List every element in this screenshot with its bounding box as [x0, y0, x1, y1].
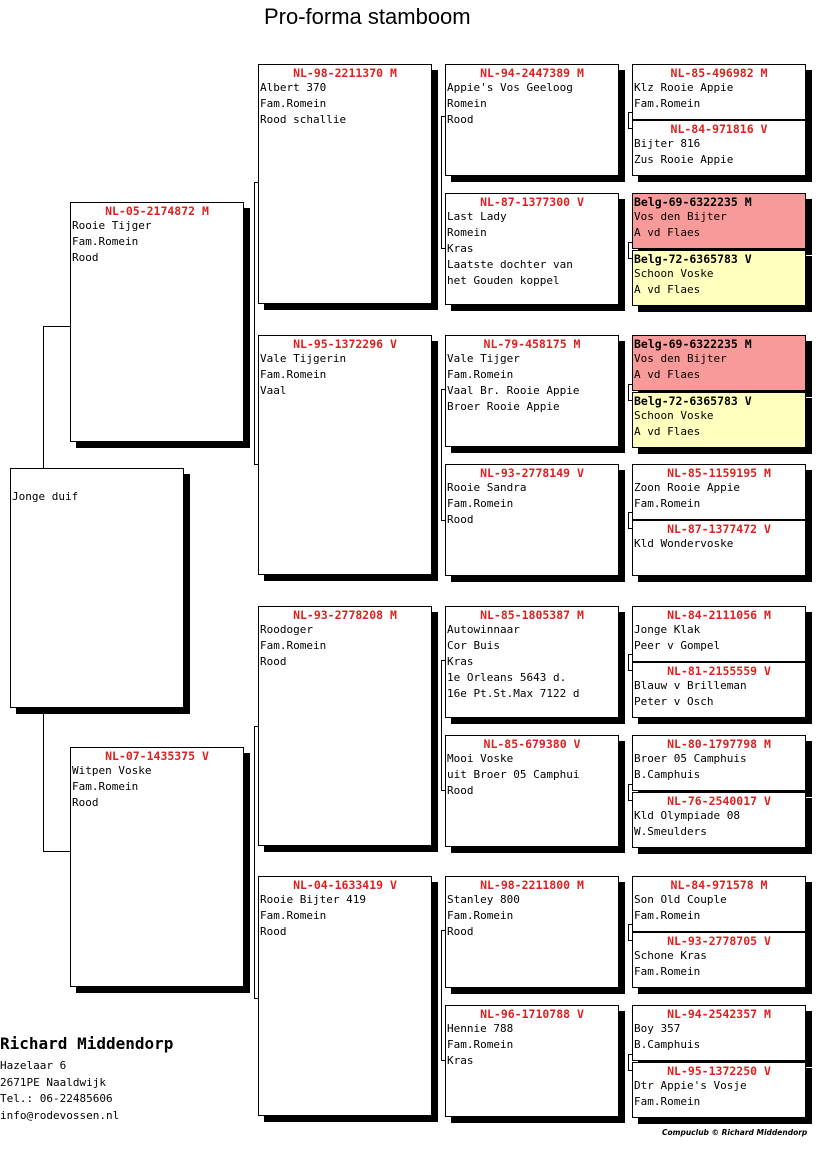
gg-grandparent-7-card [632, 464, 806, 520]
pigeon-info-line: Roodoger [260, 623, 313, 636]
ring-number: Belg-69-6322235 M [634, 337, 752, 351]
pigeon-info-line: Laatste dochter van [447, 258, 573, 271]
pigeon-info-line: Stanley 800 [447, 893, 520, 906]
ring-number: NL-84-2111056 M [667, 608, 771, 622]
gg-grandparent-12-card [632, 792, 806, 848]
gg-grandparent-10-card [632, 662, 806, 718]
connector-line [628, 512, 629, 528]
ring-number: Belg-72-6365783 V [634, 252, 752, 266]
connector-line [441, 930, 442, 1060]
ring-number: NL-93-2778705 V [667, 934, 771, 948]
pigeon-info-line: Hennie 788 [447, 1022, 514, 1035]
gg-grandparent-3-card [632, 193, 806, 249]
gg-grandparent-5-card [632, 335, 806, 391]
pigeon-info-line: Rood [447, 513, 474, 526]
pigeon-info-line: Fam.Romein [447, 1038, 514, 1051]
great-grandparent-4-card [445, 464, 619, 576]
gg-grandparent-2-card [632, 120, 806, 176]
grandparent-2-card [258, 335, 432, 575]
connector-line [628, 924, 629, 940]
connector-line [254, 182, 255, 464]
owner-address: Hazelaar 6 [0, 1059, 67, 1072]
ring-number: NL-85-1159195 M [667, 466, 771, 480]
owner-email: info@rodevossen.nl [0, 1108, 120, 1122]
pigeon-info-line: Romein [447, 226, 487, 239]
pigeon-info-line: Broer Rooie Appie [447, 400, 560, 413]
pigeon-info-line: Schoon Voske [634, 267, 714, 280]
pigeon-info-line: het Gouden koppel [447, 274, 560, 287]
gg-grandparent-4-card [632, 250, 806, 306]
great-grandparent-3-card [445, 335, 619, 447]
pigeon-info-line: uit Broer 05 Camphui [447, 768, 580, 781]
grandparent-4-card [258, 876, 432, 1116]
pigeon-info-line: Zus Rooie Appie [634, 153, 734, 166]
great-grandparent-5-card [445, 606, 619, 718]
pigeon-info-line: Fam.Romein [634, 909, 701, 922]
ring-number: NL-79-458175 M [483, 337, 581, 351]
pigeon-info-line: Klz Rooie Appie [634, 81, 734, 94]
connector-line [441, 660, 442, 790]
pigeon-info-line: Rood [447, 925, 474, 938]
ring-number: Belg-69-6322235 M [634, 195, 752, 209]
pigeon-info-line: Fam.Romein [447, 368, 514, 381]
connector-line [254, 726, 255, 998]
pigeon-info-line: 16e Pt.St.Max 7122 d [447, 687, 580, 700]
ring-number: NL-85-1805387 M [480, 608, 584, 622]
pigeon-info-line: Rooie Tijger [72, 219, 152, 232]
pigeon-info-line: Rood [72, 796, 99, 809]
ring-number: NL-05-2174872 M [105, 204, 209, 218]
pigeon-info-line: Fam.Romein [260, 639, 327, 652]
parent-2-card [70, 747, 244, 987]
pigeon-info-line: Vos den Bijter [634, 210, 727, 223]
pigeon-info-line: Autowinnaar [447, 623, 520, 636]
pigeon-info-line: Peer v Gompel [634, 639, 721, 652]
pigeon-info-line: Vaal [260, 384, 287, 397]
pigeon-info-line: Kld Olympiade 08 [634, 809, 740, 822]
ring-number: NL-95-1372296 V [293, 337, 397, 351]
gg-grandparent-14-card [632, 932, 806, 988]
pigeon-info-line: Rood schallie [260, 113, 347, 126]
parent-1-card [70, 202, 244, 442]
gg-grandparent-9-card [632, 606, 806, 662]
great-grandparent-2-card [445, 193, 619, 305]
pigeon-info-line: 1e Orleans 5643 d. [447, 671, 567, 684]
pigeon-info-line: Blauw v Brilleman [634, 679, 747, 692]
gg-grandparent-8-card [632, 520, 806, 576]
ring-number: NL-98-2211800 M [480, 878, 584, 892]
pigeon-info-line: Fam.Romein [260, 97, 327, 110]
gg-grandparent-1-card [632, 64, 806, 120]
pigeon-info-line: B.Camphuis [634, 1038, 701, 1051]
ring-number: NL-81-2155559 V [667, 664, 771, 678]
connector-line [628, 1054, 629, 1070]
owner-name: Richard Middendorp [0, 1034, 174, 1053]
gg-grandparent-11-card [632, 735, 806, 791]
ring-number: NL-85-496982 M [670, 66, 768, 80]
pigeon-info-line: Fam.Romein [72, 780, 139, 793]
pigeon-info-line: Kras [447, 655, 474, 668]
pigeon-info-line: A vd Flaes [634, 283, 701, 296]
subject-card [10, 468, 184, 708]
pigeon-info-line: Mooi Voske [447, 752, 514, 765]
connector-line [628, 112, 629, 128]
connector-line [441, 116, 442, 248]
grandparent-3-card [258, 606, 432, 846]
grandparent-1-card [258, 64, 432, 304]
great-grandparent-7-card [445, 876, 619, 988]
great-grandparent-6-card [445, 735, 619, 847]
pigeon-info-line: B.Camphuis [634, 768, 701, 781]
pigeon-info-line: Vale Tijger [447, 352, 520, 365]
pigeon-info-line: Rood [72, 251, 99, 264]
pigeon-info-line: Peter v Osch [634, 695, 714, 708]
ring-number: NL-87-1377472 V [667, 522, 771, 536]
ring-number: NL-98-2211370 M [293, 66, 397, 80]
pigeon-info-line: A vd Flaes [634, 226, 701, 239]
pigeon-info-line: Rood [260, 925, 287, 938]
pigeon-info-line: Fam.Romein [72, 235, 139, 248]
pigeon-info-line: Dtr Appie's Vosje [634, 1079, 747, 1092]
ring-number: NL-87-1377300 V [480, 195, 584, 209]
pigeon-info-line: A vd Flaes [634, 425, 701, 438]
gg-grandparent-6-card [632, 392, 806, 448]
pigeon-info-line: Kras [447, 1054, 474, 1067]
pigeon-info-line: A vd Flaes [634, 368, 701, 381]
ring-number: NL-80-1797798 M [667, 737, 771, 751]
great-grandparent-1-card [445, 64, 619, 176]
pigeon-info-line: Witpen Voske [72, 764, 152, 777]
pigeon-info-line: Broer 05 Camphuis [634, 752, 747, 765]
footer-credit: Compuclub © Richard Middendorp [662, 1128, 808, 1137]
pigeon-info-line: Kras [447, 242, 474, 255]
ring-number: Belg-72-6365783 V [634, 394, 752, 408]
pigeon-info-line: Fam.Romein [634, 965, 701, 978]
ring-number: NL-84-971578 M [670, 878, 768, 892]
ring-number: NL-85-679380 V [483, 737, 581, 751]
pigeon-info-line: Rooie Bijter 419 [260, 893, 366, 906]
pigeon-info-line: Bijter 816 [634, 137, 701, 150]
pigeon-info-line: Rood [260, 655, 287, 668]
owner-block [0, 1034, 173, 1124]
great-grandparent-8-card [445, 1005, 619, 1117]
pigeon-info-line: W.Smeulders [634, 825, 707, 838]
ring-number: NL-94-2447389 M [480, 66, 584, 80]
page-title: Pro-forma stamboom [264, 4, 471, 29]
pigeon-info-line: Fam.Romein [634, 497, 701, 510]
pigeon-info-line: Romein [447, 97, 487, 110]
pigeon-info-line: Rood [447, 784, 474, 797]
pigeon-info-line: Fam.Romein [634, 97, 701, 110]
connector-line [628, 654, 629, 670]
pigeon-info-line: Fam.Romein [447, 497, 514, 510]
pigeon-info-line: Jonge Klak [634, 623, 701, 636]
gg-grandparent-15-card [632, 1005, 806, 1061]
connector-line [628, 384, 629, 400]
pigeon-info-line: Boy 357 [634, 1022, 681, 1035]
pigeon-info-line: Son Old Couple [634, 893, 727, 906]
pigeon-info-line: Last Lady [447, 210, 507, 223]
connector-line [43, 326, 44, 468]
connector-line [43, 326, 70, 327]
ring-number: NL-96-1710788 V [480, 1007, 584, 1021]
pigeon-info-line: Fam.Romein [447, 909, 514, 922]
pigeon-info-line: Schoon Voske [634, 409, 714, 422]
pigeon-info-line: Rood [447, 113, 474, 126]
ring-number: NL-94-2542357 M [667, 1007, 771, 1021]
ring-number: NL-93-2778208 M [293, 608, 397, 622]
ring-number: NL-07-1435375 V [105, 749, 209, 763]
pigeon-info-line: Kld Wondervoske [634, 537, 734, 550]
connector-line [43, 708, 44, 851]
pigeon-info-line: Fam.Romein [260, 909, 327, 922]
pigeon-info-line: Appie's Vos Geeloog [447, 81, 573, 94]
connector-line [628, 784, 629, 800]
pigeon-info-line: Vaal Br. Rooie Appie [447, 384, 580, 397]
ring-number: NL-95-1372250 V [667, 1064, 771, 1078]
gg-grandparent-13-card [632, 876, 806, 932]
pigeon-info-line: Albert 370 [260, 81, 327, 94]
ring-number: NL-93-2778149 V [480, 466, 584, 480]
ring-number: NL-76-2540017 V [667, 794, 771, 808]
connector-line [441, 389, 442, 520]
pigeon-info-line: Vale Tijgerin [260, 352, 347, 365]
pigeon-info-line: Vos den Bijter [634, 352, 727, 365]
ring-number: NL-84-971816 V [670, 122, 768, 136]
pigeon-info-line: Fam.Romein [634, 1095, 701, 1108]
pigeon-info-line: Rooie Sandra [447, 481, 527, 494]
ring-number: NL-04-1633419 V [293, 878, 397, 892]
gg-grandparent-16-card [632, 1062, 806, 1118]
pigeon-info-line: Cor Buis [447, 639, 500, 652]
owner-postcode: 2671PE Naaldwijk [0, 1075, 106, 1089]
connector-line [43, 851, 70, 852]
pigeon-info-line: Zoon Rooie Appie [634, 481, 740, 494]
pigeon-info-line: Jonge duif [12, 490, 79, 503]
pigeon-info-line: Fam.Romein [260, 368, 327, 381]
pigeon-info-line: Schone Kras [634, 949, 707, 962]
owner-phone: Tel.: 06-22485606 [0, 1092, 113, 1105]
connector-line [628, 242, 629, 258]
